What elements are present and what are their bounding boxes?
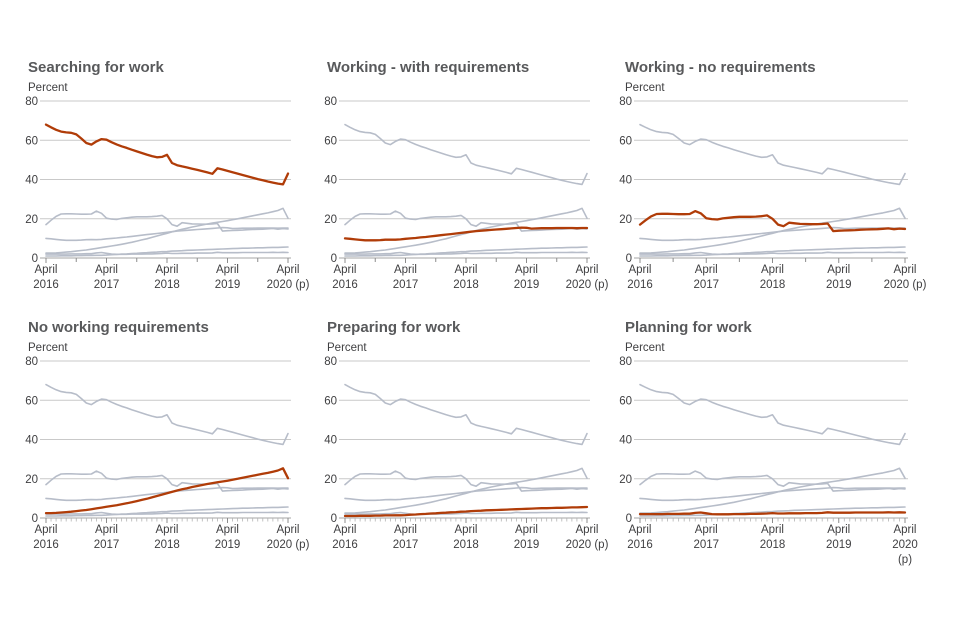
x-tick-label-month: April [34, 264, 58, 276]
x-tick-label-month: April [94, 524, 119, 536]
x-tick-label-month: April [628, 264, 652, 276]
x-tick-label-year: 2017 [392, 279, 419, 291]
panel-title: No working requirements [28, 319, 209, 336]
x-tick-label-year: 2017 [392, 539, 419, 551]
muted-line-searching-for-work [345, 125, 587, 185]
y-tick-label: 80 [619, 96, 632, 108]
panel-title: Preparing for work [327, 319, 461, 336]
x-tick-label-month: April [514, 264, 539, 276]
x-tick-label-year: 2019 [214, 279, 241, 291]
x-tick-label-month: April [215, 524, 240, 536]
chart-panel-working-with-requirements [317, 52, 662, 312]
x-tick-label-year: 2019 [513, 539, 540, 551]
x-tick-label-month: April [893, 524, 917, 536]
x-tick-label-month: April [575, 524, 599, 536]
x-tick-label-year: 2016 [627, 539, 653, 551]
panel-title: Working - no requirements [625, 59, 816, 76]
x-tick-label-month: April [94, 264, 119, 276]
y-tick-label: 20 [619, 213, 632, 226]
x-tick-label-preliminary: (p) [897, 554, 913, 566]
highlighted-line-planning-for-work [640, 512, 905, 514]
x-tick-label-month: April [694, 264, 718, 276]
x-tick-label-year: 2017 [693, 279, 720, 291]
x-tick-label-year: 2019 [825, 539, 852, 551]
y-tick-label: 0 [625, 253, 632, 265]
x-tick-label-year: 2020 (p) [883, 279, 927, 291]
y-tick-label: 40 [324, 434, 337, 447]
y-tick-label: 0 [330, 513, 337, 525]
x-tick-label-month: April [827, 524, 851, 536]
muted-line-searching-for-work [46, 385, 288, 445]
x-tick-label-year: 2016 [332, 279, 358, 291]
panel-plot [18, 52, 363, 314]
y-tick-label: 80 [324, 356, 337, 368]
muted-line-planning-for-work [640, 252, 905, 254]
x-tick-label-year: 2018 [154, 279, 180, 291]
y-tick-label: 0 [31, 513, 38, 525]
x-tick-label-year: 2016 [627, 279, 653, 291]
y-axis-unit-label: Percent [625, 82, 665, 94]
chart-panel-planning-for-work [615, 312, 960, 572]
x-tick-label-month: April [827, 264, 851, 276]
x-tick-label-year: 2018 [453, 539, 479, 551]
muted-line-searching-for-work [640, 385, 905, 445]
y-tick-label: 20 [25, 473, 38, 486]
panel-plot [615, 312, 960, 574]
y-tick-label: 0 [625, 513, 632, 525]
x-tick-label-month: April [514, 524, 539, 536]
muted-line-no-working-requirements [345, 468, 587, 513]
y-tick-label: 60 [25, 395, 38, 408]
muted-line-no-working-requirements [640, 468, 905, 513]
y-tick-label: 40 [324, 174, 337, 187]
y-axis-unit-label: Percent [327, 342, 367, 354]
y-tick-label: 20 [324, 213, 337, 226]
highlighted-line-preparing-for-work [345, 507, 587, 516]
x-tick-label-month: April [333, 524, 357, 536]
y-axis-unit-label: Percent [625, 342, 665, 354]
x-tick-label-year: 2017 [93, 279, 120, 291]
y-tick-label: 80 [619, 356, 632, 368]
panel-plot [317, 312, 662, 574]
muted-line-searching-for-work [345, 385, 587, 445]
panel-title: Working - with requirements [327, 59, 530, 76]
panel-plot [615, 52, 960, 314]
y-axis-unit-label: Percent [28, 82, 68, 94]
x-tick-label-month: April [393, 264, 418, 276]
x-tick-label-year: 2019 [214, 539, 241, 551]
muted-line-no-working-requirements [345, 208, 587, 253]
x-tick-label-month: April [454, 264, 478, 276]
y-tick-label: 0 [330, 253, 337, 265]
chart-panel-preparing-for-work [317, 312, 662, 572]
y-tick-label: 20 [619, 473, 632, 486]
panel-plot [18, 312, 363, 574]
y-tick-label: 60 [25, 135, 38, 148]
muted-line-no-working-requirements [46, 208, 288, 253]
muted-line-searching-for-work [640, 125, 905, 185]
x-tick-label-month: April [628, 524, 652, 536]
x-tick-label-year: 2018 [453, 279, 479, 291]
y-tick-label: 60 [619, 395, 632, 408]
chart-panel-working-no-requirements [615, 52, 960, 312]
x-tick-label-month: April [276, 524, 300, 536]
x-tick-label-month: April [393, 524, 418, 536]
x-tick-label-year: 2020 (p) [266, 279, 310, 291]
x-tick-label-month: April [215, 264, 240, 276]
y-axis-unit-label: Percent [28, 342, 68, 354]
x-tick-label-month: April [760, 264, 785, 276]
x-tick-label-month: April [34, 524, 58, 536]
y-tick-label: 0 [31, 253, 38, 265]
x-tick-label-year: 2016 [33, 539, 59, 551]
muted-line-planning-for-work [345, 252, 587, 254]
chart-panel-searching-for-work [18, 52, 363, 312]
x-tick-label-year: 2020 (p) [266, 539, 310, 551]
highlighted-line-searching-for-work [46, 125, 288, 185]
y-tick-label: 60 [324, 135, 337, 148]
x-tick-label-month: April [155, 264, 179, 276]
y-tick-label: 60 [619, 135, 632, 148]
y-tick-label: 20 [324, 473, 337, 486]
x-tick-label-year: 2018 [759, 279, 786, 291]
y-tick-label: 40 [25, 174, 38, 187]
y-tick-label: 40 [619, 434, 632, 447]
y-tick-label: 20 [25, 213, 38, 226]
y-tick-label: 40 [25, 434, 38, 447]
x-tick-label-year: 2016 [332, 539, 358, 551]
highlighted-line-no-working-requirements [46, 468, 288, 513]
panel-plot [317, 52, 662, 314]
x-tick-label-month: April [575, 264, 599, 276]
x-tick-label-month: April [333, 264, 357, 276]
x-tick-label-year: 2020 [892, 539, 918, 551]
y-tick-label: 60 [324, 395, 337, 408]
x-tick-label-month: April [760, 524, 785, 536]
y-tick-label: 80 [324, 96, 337, 108]
x-tick-label-year: 2020 (p) [565, 539, 609, 551]
chart-panel-no-working-requirements [18, 312, 363, 572]
x-tick-label-year: 2017 [93, 539, 120, 551]
x-tick-label-year: 2019 [513, 279, 540, 291]
panel-title: Searching for work [28, 59, 164, 76]
x-tick-label-month: April [155, 524, 179, 536]
x-tick-label-month: April [694, 524, 718, 536]
x-tick-label-year: 2018 [154, 539, 180, 551]
panel-title: Planning for work [625, 319, 752, 336]
y-tick-label: 40 [619, 174, 632, 187]
y-tick-label: 80 [25, 96, 38, 108]
x-tick-label-year: 2019 [825, 279, 852, 291]
x-tick-label-month: April [454, 524, 478, 536]
x-tick-label-month: April [893, 264, 917, 276]
x-tick-label-year: 2016 [33, 279, 59, 291]
muted-line-planning-for-work [46, 512, 288, 514]
x-tick-label-month: April [276, 264, 300, 276]
x-tick-label-year: 2017 [693, 539, 720, 551]
y-tick-label: 80 [25, 356, 38, 368]
x-tick-label-year: 2020 (p) [565, 279, 609, 291]
muted-line-planning-for-work [46, 252, 288, 254]
x-tick-label-year: 2018 [759, 539, 786, 551]
